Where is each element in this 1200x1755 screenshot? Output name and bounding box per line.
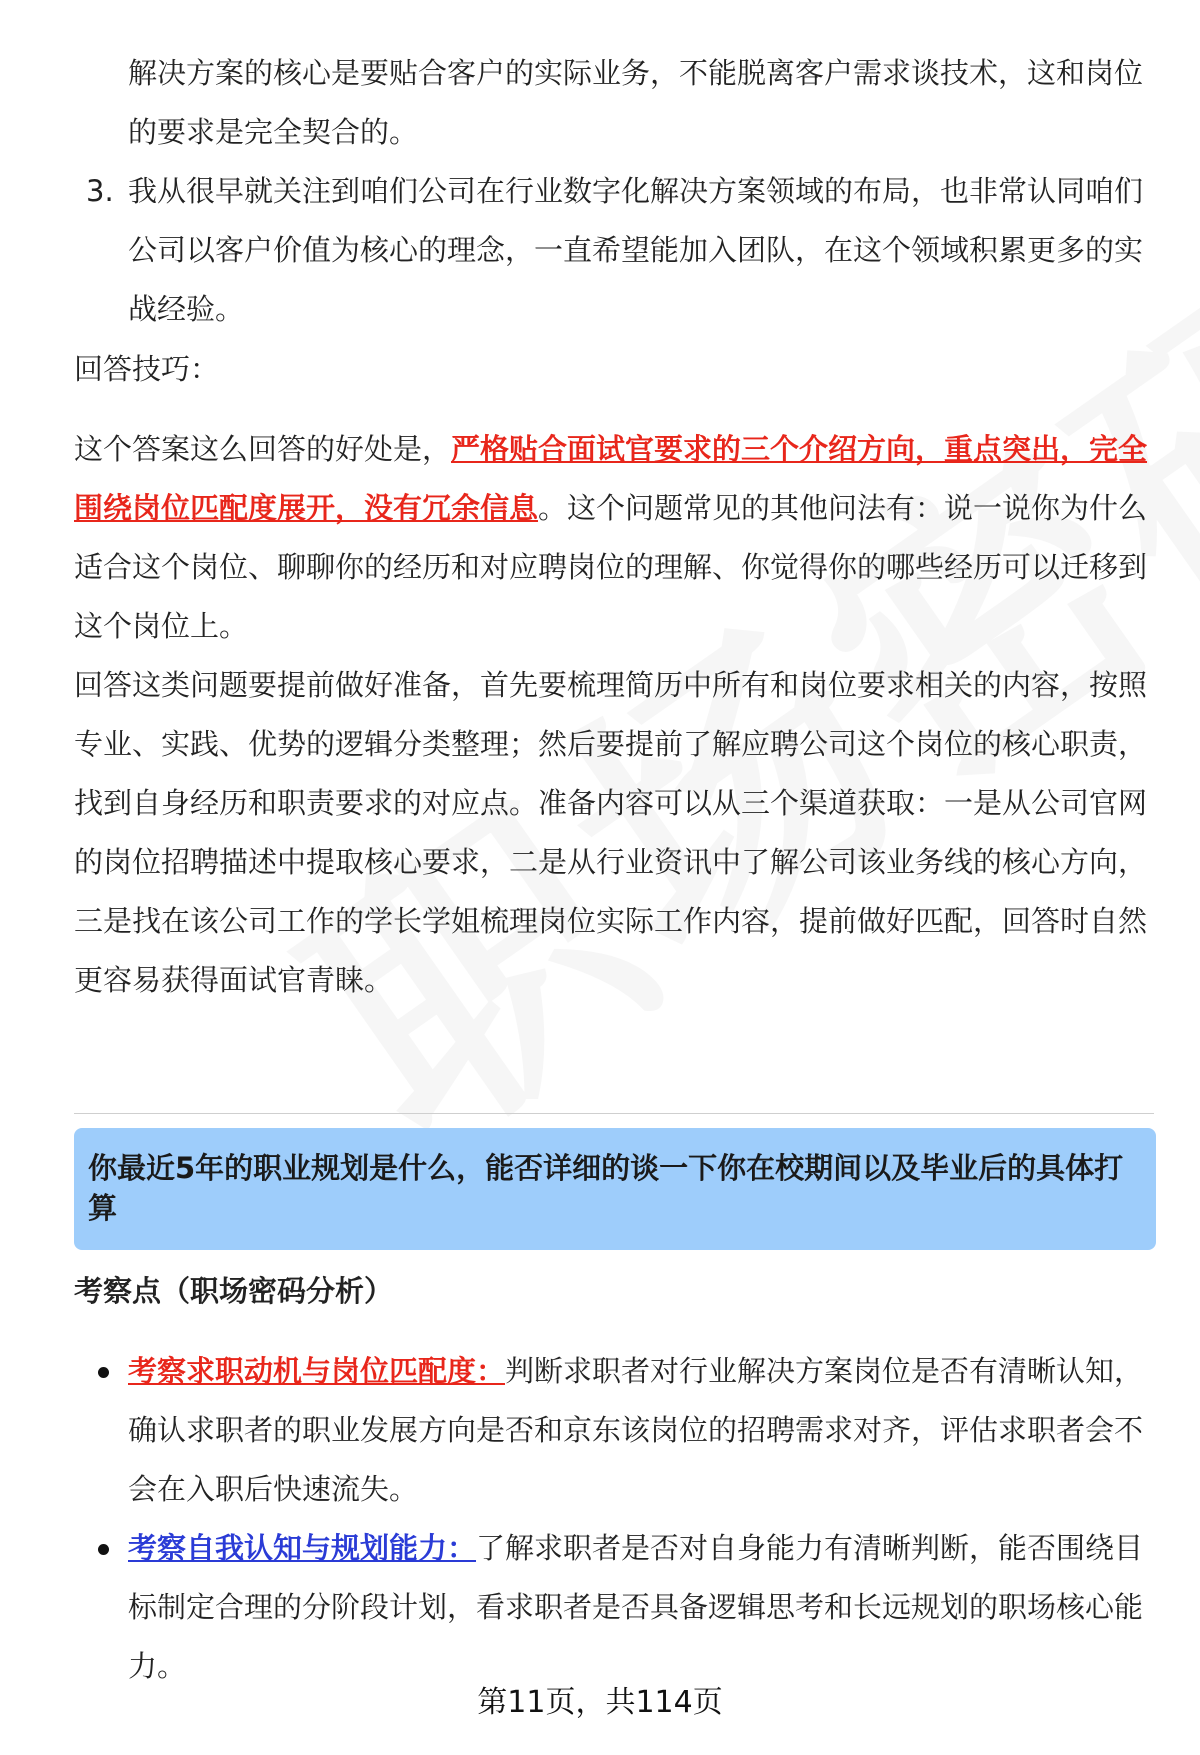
bullet-text: 了解求职者是否对自身能力有清晰判断，能否围绕目标制定合理的分阶段计划，看求职者是否具备逻辑思考和长远规划的职场核心能力。 <box>128 1531 1144 1683</box>
section-divider <box>74 1113 1154 1114</box>
list-item-text: 我从很早就关注到咱们公司在行业数字化解决方案领域的布局，也非常认同咱们公司以客户价值为核心的理念，一直希望能加入团队，在这个领域积累更多的实战经验。 <box>128 174 1144 326</box>
tips-p1-pre: 这个答案这么回答的好处是， <box>74 432 452 466</box>
question-box <box>74 1128 1156 1250</box>
question-text: 你最近5年的职业规划是什么，能否详细的谈一下你在校期间以及毕业后的具体打算 <box>88 1151 1124 1225</box>
bullet-icon <box>98 1544 109 1555</box>
tips-paragraph-1 <box>74 420 1154 656</box>
tips-p1-post: 。这个问题常见的其他问法有：说一说你为什么适合这个岗位、聊聊你的经历和对应聘岗位的理解、你觉得你的哪些经历可以迁移到这个岗位上。 <box>74 491 1148 643</box>
tips-body <box>74 420 1154 1010</box>
page-number: 第11页，共114页 <box>477 1685 723 1720</box>
list-item-continuation: 解决方案的核心是要贴合客户的实际业务，不能脱离客户需求谈技术，这和岗位的要求是完全契合的。 <box>128 56 1144 149</box>
bullet-keyword: 考察自我认知与规划能力： <box>128 1531 477 1565</box>
answer-list-continued <box>74 44 1154 339</box>
tips-section <box>74 340 1154 399</box>
tips-paragraph-2: 回答这类问题要提前做好准备，首先要梳理简历中所有和岗位要求相关的内容，按照专业、实践、优势的逻辑分类整理；然后要提前了解应聘公司这个岗位的核心职责，找到自身经历和职责要求的对应点。准备内容可以从三个渠道获取：一是从公司官网的岗位招聘描述中提取核心要求，二是从行业资讯中了解公司该业务线的核心方向，三是找在该公司工作的学长学姐梳理岗位实际工作内容，提前做好匹配，回答时自然更容易获得面试官青睐。 <box>74 668 1148 997</box>
analysis-bullet-1 <box>74 1342 1154 1519</box>
tips-p1-highlight: 严格贴合面试官要求的三个介绍方向，重点突出，完全围绕岗位匹配度展开，没有冗余信息 <box>74 432 1148 525</box>
analysis-bullets <box>74 1342 1154 1696</box>
analysis-bullet-2 <box>74 1519 1154 1696</box>
bullet-icon <box>98 1367 109 1378</box>
bullet-keyword: 考察求职动机与岗位匹配度： <box>128 1354 506 1388</box>
tips-heading: 回答技巧： <box>74 352 220 386</box>
list-number: 3. <box>86 174 114 208</box>
analysis-title: 考察点（职场密码分析） <box>74 1274 394 1308</box>
list-item-3 <box>74 162 1154 339</box>
bullet-text: 判断求职者对行业解决方案岗位是否有清晰认知，确认求职者的职业发展方向是否和京东该岗位的招聘需求对齐，评估求职者会不会在入职后快速流失。 <box>128 1354 1144 1506</box>
